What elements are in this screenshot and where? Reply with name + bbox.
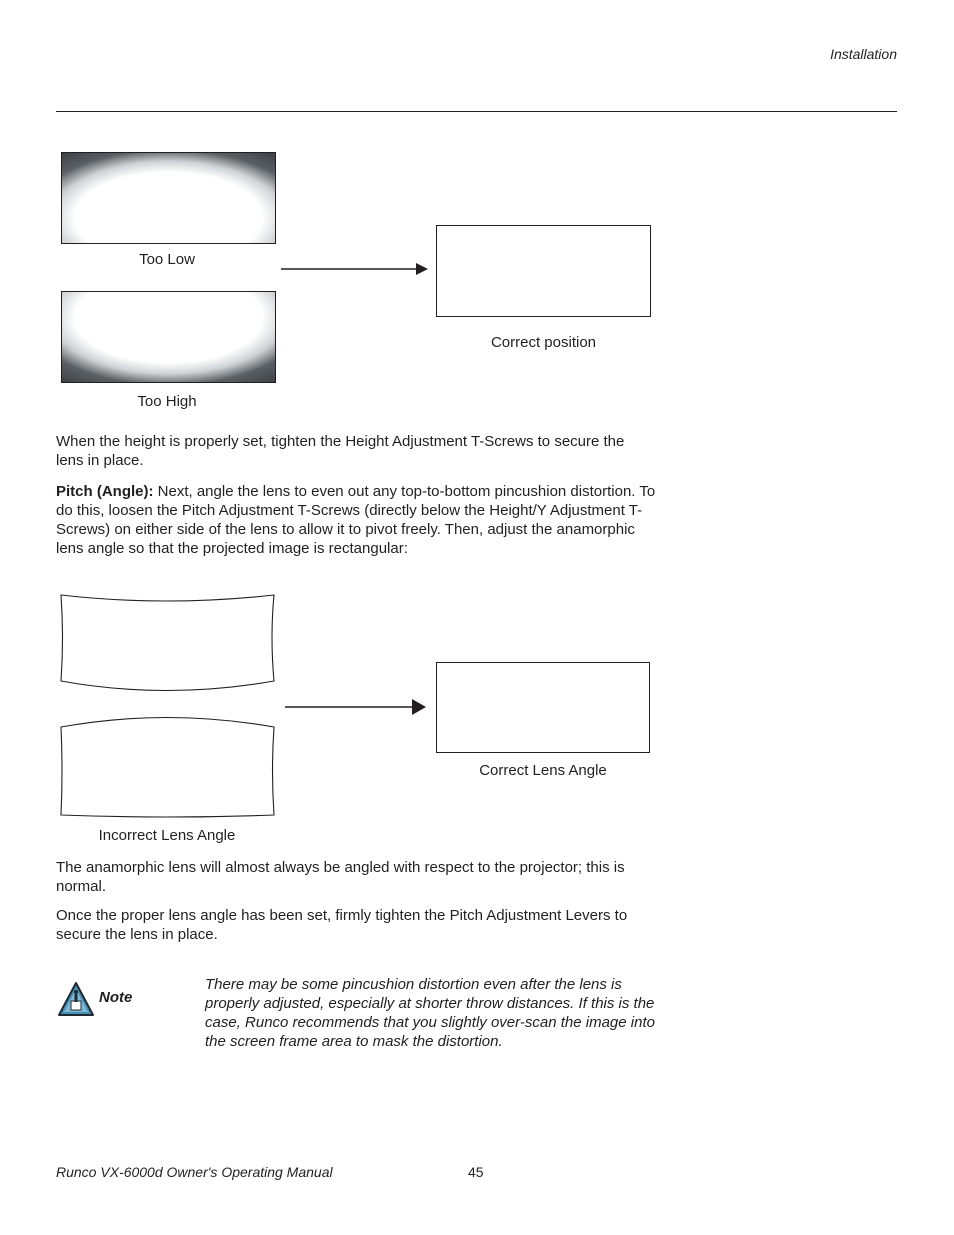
arrow-right-icon [284, 697, 430, 717]
note-label: Note [99, 989, 133, 1006]
too-low-caption: Too Low [139, 251, 195, 268]
angle-normal-paragraph: The anamorphic lens will almost always be angled with respect to the projector; this is normal. [56, 859, 625, 895]
correct-lens-angle-caption: Correct Lens Angle [479, 762, 607, 779]
correct-position-caption: Correct position [490, 334, 597, 351]
pitch-label: Pitch (Angle): [56, 483, 154, 500]
height-set-paragraph: When the height is properly set, tighten the Height Adjustment T-Screws to secure the lens in place. [56, 433, 625, 469]
incorrect-lens-angle-image [58, 590, 278, 820]
correct-position-image [436, 225, 651, 317]
too-high-image [61, 291, 276, 383]
note-text: There may be some pincushion distortion even after the lens is properly adjusted, especially at shorter throw distances. If this is the case, Runco recommends that you slightly over-scan the image into the screen frame area to mask the distortion. [205, 976, 655, 1050]
header-divider [56, 111, 897, 112]
footer-manual-title: Runco VX-6000d Owner's Operating Manual [56, 1164, 333, 1180]
incorrect-lens-angle-caption: Incorrect Lens Angle [98, 827, 236, 844]
pitch-paragraph [56, 482, 656, 558]
tighten-levers-paragraph: Once the proper lens angle has been set, firmly tighten the Pitch Adjustment Levers to secure the lens in place. [56, 907, 628, 943]
arrow-right-icon [280, 259, 430, 279]
pitch-text: Next, angle the lens to even out any top-to-bottom pincushion distortion. To do this, loosen the Pitch Adjustment T-Screws (directly below the Height/Y Adjustment T-Screws) on either side of the lens to allow it to pivot freely. Then, adjust the anamorphic lens angle so that the projected image is rectangular: [56, 483, 656, 557]
correct-lens-angle-image [436, 662, 650, 753]
note-warning-icon [57, 981, 95, 1017]
running-header-section: Installation [830, 46, 897, 62]
too-low-image [61, 152, 276, 244]
footer-page-number: 45 [468, 1164, 484, 1180]
too-high-caption: Too High [137, 393, 197, 410]
